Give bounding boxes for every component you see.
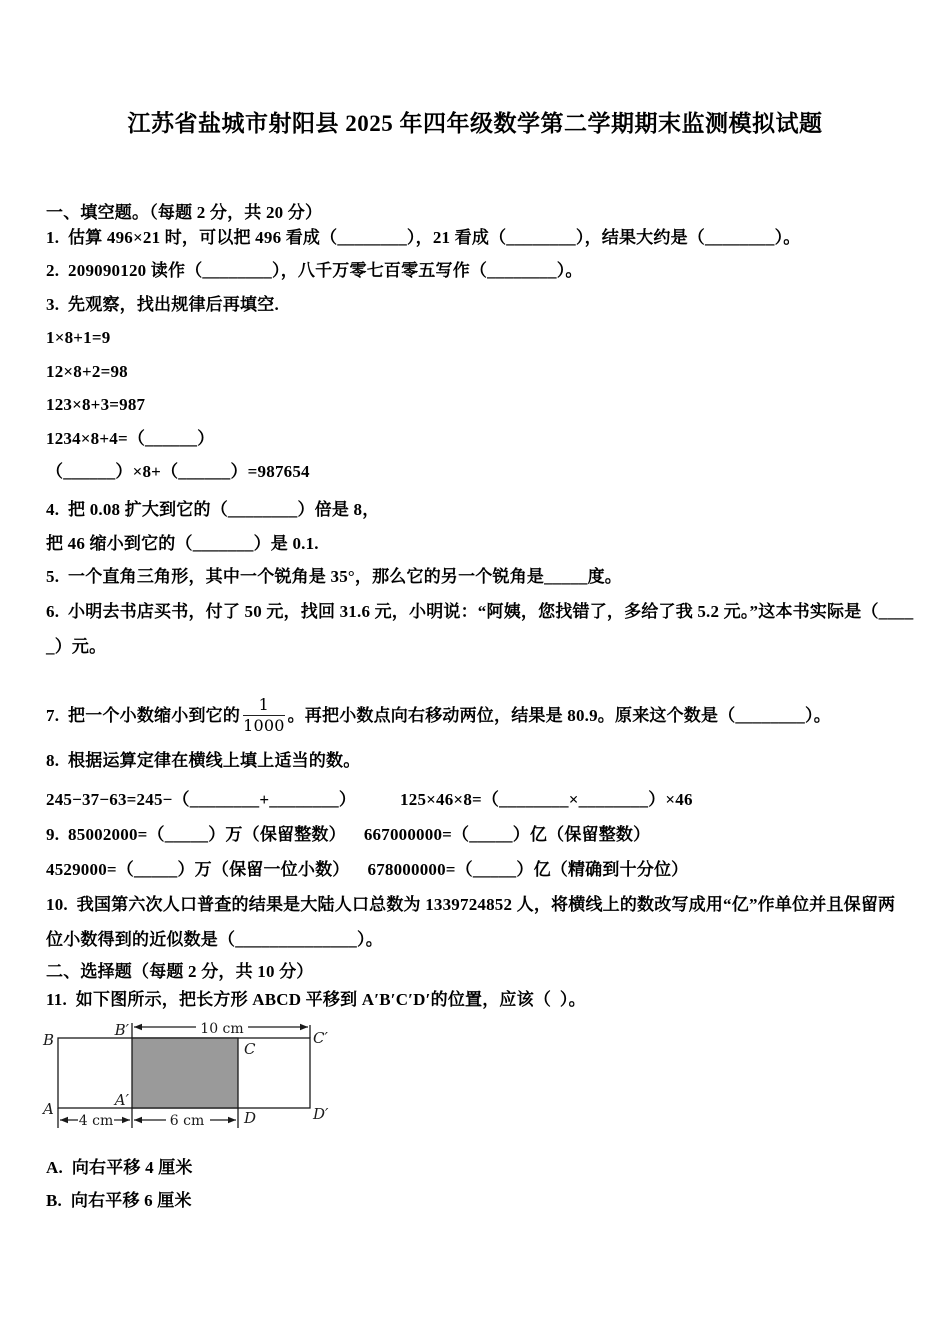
page-title: 江苏省盐城市射阳县 2025 年四年级数学第二学期期末监测模拟试题 (127, 111, 823, 136)
vertex-label-c-prime: C′ (313, 1029, 328, 1047)
question-3-intro: 3. 先观察，找出规律后再填空. (46, 295, 279, 314)
question-8-equation-right: 125×46×8=（________×________）×46 (400, 790, 693, 809)
question-3-pattern-line-3: 123×8+3=987 (46, 395, 146, 414)
option-b: B. 向右平移 6 厘米 (46, 1191, 192, 1210)
question-9-line-2 (46, 859, 688, 881)
vertex-label-d-prime: D′ (313, 1105, 329, 1123)
fraction-denominator: 1000 (243, 716, 285, 735)
question-7 (46, 696, 831, 735)
dimension-label-6cm: 6 cm (169, 1113, 205, 1129)
question-3-pattern-line-1: 1×8+1=9 (46, 328, 111, 347)
question-7-suffix: 。再把小数点向右移动两位，结果是 80.9。原来这个数是（________）。 (287, 706, 831, 725)
question-3-pattern-line-5: （______）×8+（______）=987654 (46, 462, 310, 481)
question-9-line-2-right: 678000000=（_____）亿（精确到十分位） (367, 860, 689, 879)
option-a: A. 向右平移 4 厘米 (46, 1158, 193, 1177)
vertex-label-b: B (43, 1031, 55, 1049)
question-9-line-1 (46, 824, 650, 846)
dimension-label-4cm: 4 cm (78, 1113, 114, 1129)
question-10-line-2: 位小数得到的近似数是（______________）。 (46, 930, 383, 949)
vertex-label-a-prime: A′ (114, 1091, 129, 1109)
question-8-intro: 8. 根据运算定律在横线上填上适当的数。 (46, 751, 361, 770)
question-4-line-2: 把 46 缩小到它的（_______）是 0.1. (46, 534, 319, 553)
question-7-prefix: 7. 把一个小数缩小到它的 (46, 706, 241, 725)
question-6-line-1: 6. 小明去书店买书，付了 50 元，找回 31.6 元，小明说：“阿姨，您找错了，多给了我 5.2 元。”这本书实际是（____ (46, 602, 914, 621)
dimension-label-10cm: 10 cm (200, 1021, 244, 1037)
question-8-equation-left: 245−37−63=245−（________+________） (46, 790, 357, 809)
vertex-label-c: C (244, 1040, 256, 1058)
vertex-label-d: D (244, 1109, 257, 1127)
fraction-numerator: 1 (243, 696, 285, 716)
vertex-label-b-prime: B′ (114, 1021, 129, 1039)
question-2: 2. 209090120 读作（________），八千万零七百零五写作（________）。 (46, 261, 583, 280)
question-3-pattern-line-4: 1234×8+4=（______） (46, 429, 215, 448)
arrowhead-left (134, 1024, 142, 1030)
question-11: 11. 如下图所示，把长方形 ABCD 平移到 A′B′C′D′的位置，应该（ ）。 (46, 990, 586, 1009)
question-9-line-1-right: 667000000=（_____）亿（保留整数） (363, 825, 651, 844)
question-1: 1. 估算 496×21 时，可以把 496 看成（________），21 看成（________），结果大约是（________）。 (46, 228, 801, 247)
shaded-rectangle (132, 1038, 238, 1108)
question-3-pattern-line-2: 12×8+2=98 (46, 362, 128, 381)
question-8-equations (46, 789, 693, 811)
section-2-header: 二、选择题（每题 2 分，共 10 分） (46, 962, 314, 981)
question-4-line-1: 4. 把 0.08 扩大到它的（________）倍是 8， (46, 500, 380, 519)
question-9-line-1-left: 9. 85002000=（_____）万（保留整数） (46, 825, 346, 844)
arrowhead-right (122, 1117, 130, 1123)
arrowhead-left (134, 1117, 142, 1123)
question-9-line-2-left: 4529000=（_____）万（保留一位小数） (46, 860, 350, 879)
question-5: 5. 一个直角三角形，其中一个锐角是 35°，那么它的另一个锐角是_____度。 (46, 567, 622, 586)
question-6-line-2: _）元。 (46, 637, 107, 656)
question-10-line-1: 10. 我国第六次人口普查的结果是大陆人口总数为 1339724852 人，将横线上的数改写成用“亿”作单位并且保留两 (46, 895, 896, 914)
arrowhead-right (228, 1117, 236, 1123)
vertex-label-a: A (43, 1100, 54, 1118)
fraction-one-thousandth (243, 696, 285, 735)
arrowhead-right (300, 1024, 308, 1030)
translation-figure (40, 1018, 340, 1138)
arrowhead-left (60, 1117, 68, 1123)
section-1-header: 一、填空题。（每题 2 分，共 20 分） (46, 203, 323, 222)
